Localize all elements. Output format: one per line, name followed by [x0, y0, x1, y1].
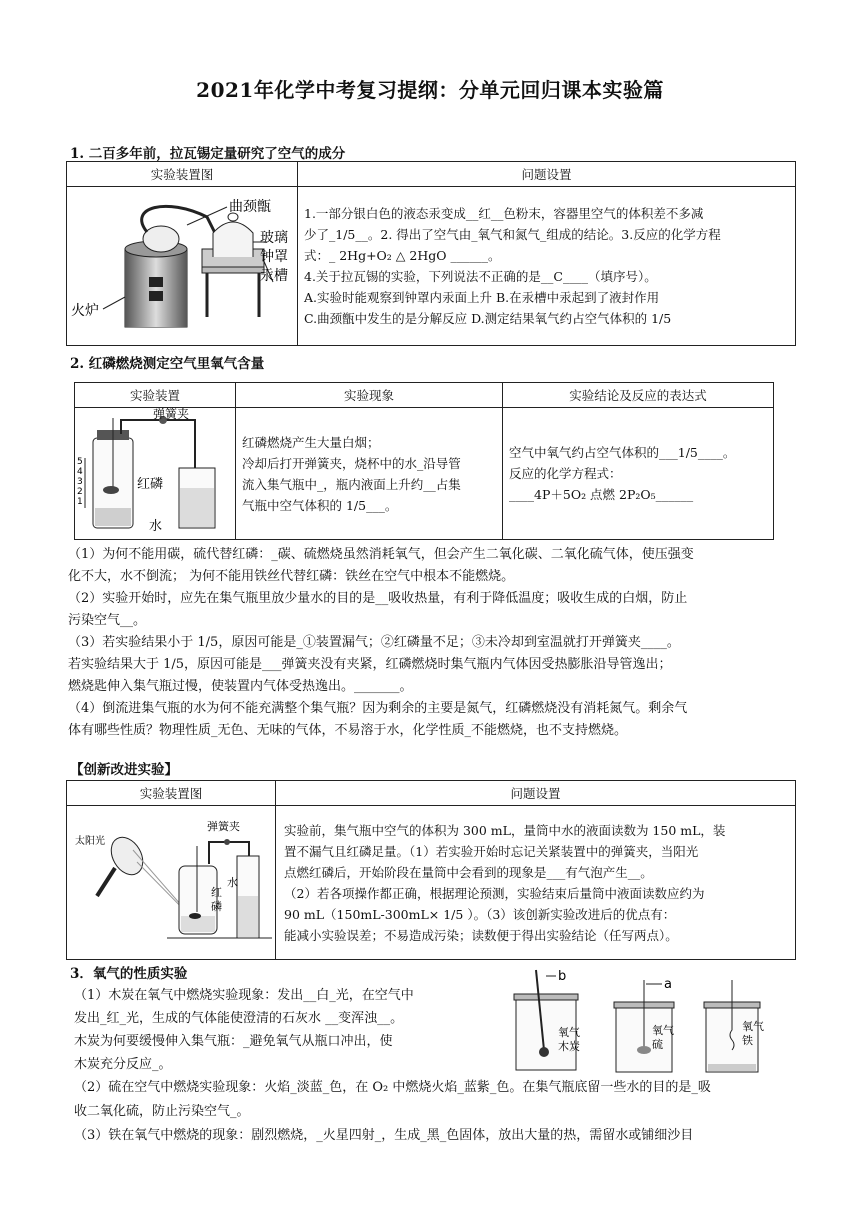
s2-phen-4: 气瓶中空气体积的 1/5___。 [242, 497, 398, 513]
s3-m1: （2）硫在空气中燃烧实验现象：火焰_淡蓝_色，在 O₂ 中燃烧火焰_蓝紫_色。在集气瓶底留一些水的目的是_吸 [74, 1080, 711, 1095]
label-flask: 曲颈甑 [229, 199, 271, 215]
s2-q-9: 体有哪些性质？物理性质_无色、无味的气体，不易溶于水，化学性质_不能燃烧，也不支持燃烧。 [68, 723, 628, 738]
s2-q-4: 污染空气__。 [68, 613, 147, 628]
label-water: 水 [149, 519, 163, 534]
inn-line-6: 能减小实验误差；不易造成污染；读数便于得出实验结论（任写两点）。 [284, 927, 678, 943]
s1-line-6: C.曲颈甑中发生的是分解反应 D.测定结果氧气约占空气体积的 1/5 [304, 311, 672, 326]
innovation-col2: 问题设置 [276, 781, 796, 806]
s1-line-3: 式：_ 2Hg+O₂ △ 2HgO ______。 [304, 248, 501, 263]
scale-1: 1 [77, 497, 83, 507]
s1-line-2: 少了_1/5__。2. 得出了空气由_氧气和氮气_组成的结论。3.反应的化学方程 [304, 227, 721, 242]
s3-l1: （1）木炭在氧气中燃烧实验现象：发出__白_光，在空气中 [74, 988, 414, 1003]
s2-q-1: （1）为何不能用碳，硫代替红磷：_碳、硫燃烧虽然消耗氧气，但会产生二氧化碳、二氧化硫气体，使压强变 [68, 547, 694, 562]
section2-col3: 实验结论及反应的表达式 [503, 383, 774, 408]
lavoisier-apparatus-figure [67, 187, 297, 342]
page-title: 2021年化学中考复习提纲：分单元回归课本实验篇 [196, 78, 664, 102]
s2-con-1: 空气中氧气约占空气体积的___1/5____。 [509, 445, 736, 460]
label-iron: 铁 [742, 1034, 753, 1047]
section2-figure-cell [75, 408, 236, 540]
label-charcoal: 木炭 [558, 1040, 580, 1053]
label-bell1: 玻璃 [260, 230, 288, 246]
label-a: a [664, 977, 672, 992]
label-clip2: 弹簧夹 [207, 820, 240, 833]
section2-table [74, 382, 774, 540]
label-phos: 红磷 [137, 477, 164, 492]
s2-q-8: （4）倒流进集气瓶的水为何不能充满整个集气瓶？因为剩余的主要是氮气，红磷燃烧没有消耗氮气。剩余气 [68, 701, 688, 716]
s3-l2: 发出_红_光，生成的气体能使澄清的石灰水 __变浑浊__。 [74, 1011, 404, 1026]
section1-col2: 问题设置 [298, 162, 796, 187]
section1-heading: 1. 二百多年前，拉瓦锡定量研究了空气的成分 [70, 146, 346, 162]
s2-q-6: 若实验结果大于 1/5，原因可能是___弹簧夹没有夹紧，红磷燃烧时集气瓶内气体因受热膨胀沿导管逸出； [68, 657, 672, 672]
label-sun: 太阳光 [75, 836, 105, 847]
section2-col2: 实验现象 [236, 383, 503, 408]
section2-heading: 2. 红磷燃烧测定空气里氧气含量 [70, 356, 265, 372]
section1-questions-cell [298, 187, 796, 346]
label-sulfur: 硫 [652, 1038, 663, 1051]
red-phosphorus-apparatus-figure [75, 408, 235, 536]
section2-conclusion-cell [503, 408, 774, 540]
s1-line-4: 4.关于拉瓦锡的实验，下列说法不正确的是__C____（填序号）。 [304, 269, 657, 284]
s3-l4: 木炭充分反应_。 [74, 1057, 172, 1072]
section3-part1 [74, 984, 494, 1076]
label-furnace: 火炉 [71, 303, 99, 319]
s1-line-5: A.实验时能观察到钟罩内汞面上升 B.在汞槽中汞起到了液封作用 [304, 290, 660, 305]
s2-phen-1: 红磷燃烧产生大量白烟； [242, 434, 380, 450]
s2-q-3: （2）实验开始时，应先在集气瓶里放少量水的目的是__吸收热量，有利于降低温度；吸收生成的白烟，防止 [68, 591, 688, 606]
section1-col1: 实验装置图 [67, 162, 298, 187]
innovation-questions-cell [276, 806, 796, 960]
label-clip: 弹簧夹 [153, 408, 190, 421]
s2-phen-3: 流入集气瓶中_，瓶内液面上升约__占集 [242, 476, 461, 492]
s2-con-2: 反应的化学方程式： [509, 466, 622, 481]
innovation-heading: 【创新改进实验】 [70, 762, 178, 778]
label-o2-1: 氧气 [558, 1026, 580, 1039]
innovation-figure-cell [67, 806, 276, 960]
section3-heading: 3．氧气的性质实验 [70, 966, 188, 982]
s3-l3: 木炭为何要缓慢伸入集气瓶：_避免氧气从瓶口冲出，使 [74, 1034, 393, 1049]
s2-con-3: ____4P＋5O₂ 点燃 2P₂O₅______ [509, 487, 694, 502]
label-trough: 汞槽 [260, 268, 288, 284]
inn-line-3: 点燃红磷后，开始阶段在量筒中会看到的现象是___有气泡产生__。 [284, 864, 653, 880]
label-phos-b: 磷 [211, 900, 222, 913]
section2-questions [68, 544, 808, 742]
label-o2-2: 氧气 [652, 1024, 674, 1037]
section3-part2 [74, 1076, 804, 1148]
inn-line-4: （2）若各项操作都正确，根据理论预测，实验结束后量筒中液面读数应约为 [284, 885, 705, 901]
scale-5: 5 [77, 457, 83, 467]
inn-line-5: 90 mL（150mL-300mL× 1/5 ）。（3）该创新实验改进后的优点有： [284, 906, 676, 922]
label-o2-3: 氧气 [742, 1020, 764, 1033]
s2-q-5: （3）若实验结果小于 1/5，原因可能是_①装置漏气；②红磷量不足；③未冷却到室温就打开弹簧夹____。 [68, 635, 680, 650]
s2-q-7: 燃烧匙伸入集气瓶过慢，使装置内气体受热逸出。_______。 [68, 679, 413, 694]
inn-line-2: 置不漏气且红磷足量。（1）若实验开始时忘记关紧装置中的弹簧夹，当阳光 [284, 843, 699, 859]
section2-phenomena-cell [236, 408, 503, 540]
inn-line-1: 实验前，集气瓶中空气的体积为 300 mL，量筒中水的液面读数为 150 mL，装 [284, 822, 726, 838]
label-water2: 水 [227, 876, 238, 889]
s2-q-2: 化不大，水不倒流； 为何不能用铁丝代替红磷：铁丝在空气中根本不能燃烧。 [68, 569, 515, 584]
oxygen-properties-figure [496, 960, 796, 1080]
scale-2: 2 [77, 487, 83, 497]
section1-figure-cell [67, 187, 298, 346]
s3-m3: （3）铁在氧气中燃烧的现象：剧烈燃烧，_火星四射_，生成_黑_色固体，放出大量的热，需留水或铺细沙目 [74, 1128, 694, 1143]
s2-phen-2: 冷却后打开弹簧夹，烧杯中的水_沿导管 [242, 455, 461, 471]
section2-col1: 实验装置 [75, 383, 236, 408]
section1-table [66, 161, 796, 346]
s1-line-1: 1.一部分银白色的液态汞变成__红__色粉末，容器里空气的体积差不多减 [304, 206, 704, 221]
label-bell2: 钟罩 [260, 249, 288, 265]
sunlight-apparatus-figure [67, 806, 275, 956]
scale-3: 3 [77, 477, 83, 487]
s3-m2: 收二氧化硫，防止污染空气_。 [74, 1104, 250, 1119]
innovation-table [66, 780, 796, 960]
scale-4: 4 [77, 467, 83, 477]
label-phos-a: 红 [211, 886, 222, 899]
label-b: b [558, 969, 567, 984]
innovation-col1: 实验装置图 [67, 781, 276, 806]
